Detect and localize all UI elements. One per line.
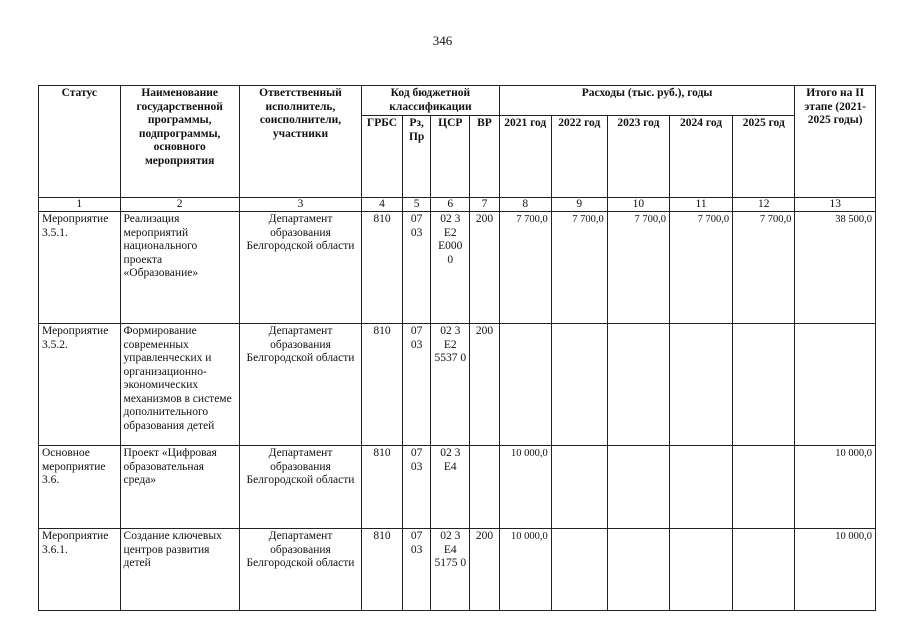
cell-2022: 7 700,0 [551,212,607,324]
cell-vr: 200 [470,324,500,446]
cell-2022 [551,324,607,446]
cell-2021 [499,324,551,446]
cell-csr: 02 3 E2 5537 0 [431,324,470,446]
col-number: 13 [795,198,876,212]
cell-responsible: Департамент образования Белгородской области [239,529,361,611]
col-expenses-header: Расходы (тыс. руб.), годы [499,86,795,116]
col-number: 1 [39,198,121,212]
cell-2024 [669,529,732,611]
cell-responsible: Департамент образования Белгородской области [239,446,361,529]
cell-csr: 02 3 E4 [431,446,470,529]
col-budget-code-header: Код бюджетной классификации [362,86,500,116]
budget-table [38,85,876,611]
col-grbs-header: ГРБС [362,116,403,198]
cell-responsible: Департамент образования Белгородской области [239,212,361,324]
cell-2023 [607,446,669,529]
page-number: 346 [432,33,453,48]
cell-total: 10 000,0 [795,446,876,529]
col-number: 12 [733,198,795,212]
col-number: 3 [239,198,361,212]
table-row [39,212,876,324]
col-csr-header: ЦСР [431,116,470,198]
col-number: 5 [402,198,431,212]
table-row [39,446,876,529]
col-number: 4 [362,198,403,212]
column-number-row [39,198,876,212]
col-name-header: Наименование государственной программы, подпрограммы, основного мероприятия [120,86,239,198]
cell-vr: 200 [470,529,500,611]
cell-name: Создание ключевых центров развития детей [120,529,239,611]
cell-2025 [733,529,795,611]
cell-2023 [607,529,669,611]
cell-rzpr: 07 03 [402,446,431,529]
cell-csr: 02 3 E4 5175 0 [431,529,470,611]
col-rzpr-header: Рз, Пр [402,116,431,198]
cell-status: Основное мероприятие 3.6. [39,446,121,529]
cell-2025 [733,446,795,529]
cell-2025: 7 700,0 [733,212,795,324]
col-number: 9 [551,198,607,212]
cell-status: Мероприятие 3.6.1. [39,529,121,611]
col-2023-header: 2023 год [607,116,669,198]
cell-rzpr: 07 03 [402,212,431,324]
col-number: 8 [499,198,551,212]
cell-total [795,324,876,446]
cell-name: Проект «Цифровая образовательная среда» [120,446,239,529]
cell-2021: 10 000,0 [499,529,551,611]
cell-vr [470,446,500,529]
cell-rzpr: 07 03 [402,324,431,446]
col-2025-header: 2025 год [733,116,795,198]
cell-rzpr: 07 03 [402,529,431,611]
cell-responsible: Департамент образования Белгородской области [239,324,361,446]
cell-2021: 7 700,0 [499,212,551,324]
cell-2025 [733,324,795,446]
cell-vr: 200 [470,212,500,324]
col-total-header: Итого на II этапе (2021-2025 годы) [795,86,876,198]
cell-status: Мероприятие 3.5.1. [39,212,121,324]
cell-total: 38 500,0 [795,212,876,324]
cell-csr: 02 3 E2 E000 0 [431,212,470,324]
cell-2023 [607,324,669,446]
col-vr-header: ВР [470,116,500,198]
table-row [39,324,876,446]
cell-2023: 7 700,0 [607,212,669,324]
cell-2022 [551,446,607,529]
cell-grbs: 810 [362,212,403,324]
col-2022-header: 2022 год [551,116,607,198]
cell-name: Формирование современных управленческих и организационно-экономических механизмов в системе дополнительного образования детей [120,324,239,446]
header-row-top [39,86,876,116]
col-responsible-header: Ответственный исполнитель, соисполнители, участники [239,86,361,198]
cell-grbs: 810 [362,529,403,611]
table-row [39,529,876,611]
col-number: 6 [431,198,470,212]
col-number: 2 [120,198,239,212]
col-status-header: Статус [39,86,121,198]
cell-2024 [669,446,732,529]
col-number: 11 [669,198,732,212]
col-number: 7 [470,198,500,212]
cell-name: Реализация мероприятий национального проекта «Образование» [120,212,239,324]
cell-2024 [669,324,732,446]
cell-2022 [551,529,607,611]
cell-total: 10 000,0 [795,529,876,611]
cell-2024: 7 700,0 [669,212,732,324]
cell-grbs: 810 [362,324,403,446]
cell-2021: 10 000,0 [499,446,551,529]
cell-grbs: 810 [362,446,403,529]
col-2021-header: 2021 год [499,116,551,198]
col-2024-header: 2024 год [669,116,732,198]
cell-status: Мероприятие 3.5.2. [39,324,121,446]
col-number: 10 [607,198,669,212]
